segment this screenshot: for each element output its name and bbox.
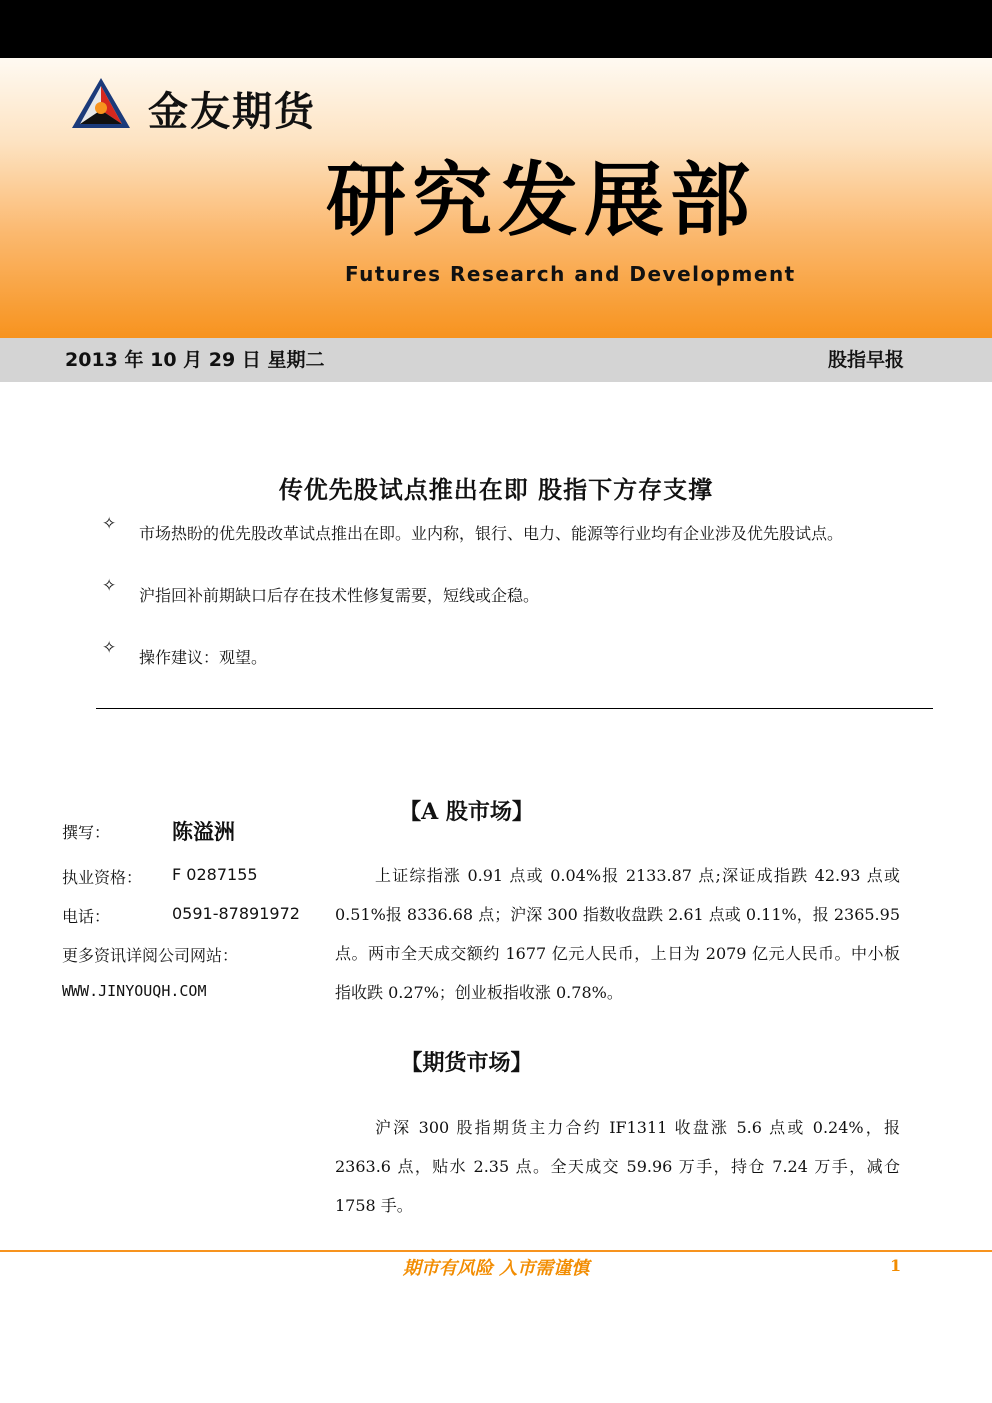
risk-slogan: 期市有风险 入市需谨慎 <box>402 1258 590 1279</box>
summary-divider <box>96 708 933 709</box>
futures-paragraph: 沪深 300 股指期货主力合约 IF1311 收盘涨 5.6 点或 0.24%，报 2363.6 点，贴水 2.35 点。全天成交 59.96 万手，持仓 7.24 万手，减仓 1758 手。 <box>335 1118 900 1215</box>
bullet-star-icon: ✧ <box>102 638 117 658</box>
a-share-paragraph: 上证综指涨 0.91 点或 0.04%报 2133.87 点;深证成指跌 42.93 点或 0.51%报 8336.68 点；沪深 300 指数收盘跌 2.61 点或 0.11%，报 2365.95 点。两市全天成交额约 1677 亿元人民币，上日为 2079 亿元人民币。中小板指收跌 0.27%；创业板指收涨 0.78%。 <box>335 866 900 1002</box>
website-link[interactable]: WWW.JINYOUQH.COM <box>62 982 207 1000</box>
author-label: 撰写： <box>62 823 111 842</box>
department-subtitle: Futures Research and Development <box>345 262 796 286</box>
author-name: 陈溢洲 <box>172 820 235 844</box>
phone-label: 电话： <box>62 907 111 926</box>
summary-bullet <box>96 511 933 556</box>
company-logo-icon <box>70 76 132 130</box>
futures-section-title: 【期货市场】 <box>400 1050 533 1076</box>
website-label-row <box>62 943 238 966</box>
website-label: 更多资讯详阅公司网站： <box>62 946 239 965</box>
company-name: 金友期货 <box>148 89 316 135</box>
a-share-section-title: 【A 股市场】 <box>399 799 534 825</box>
license-label: 执业资格： <box>62 868 143 887</box>
footer-divider <box>0 1250 992 1252</box>
author-row <box>62 820 235 844</box>
report-headline: 传优先股试点推出在即 股指下方存支撑 <box>278 475 714 504</box>
page-number: 1 <box>890 1256 902 1275</box>
bullet-star-icon: ✧ <box>102 514 117 534</box>
report-date: 2013 年 10 月 29 日 星期二 <box>65 349 325 371</box>
summary-bullets <box>96 514 933 706</box>
report-type: 股指早报 <box>827 349 904 371</box>
bullet-text: 沪指回补前期缺口后存在技术性修复需要，短线或企稳。 <box>139 586 540 605</box>
phone-row <box>62 904 300 927</box>
license-value: F 0287155 <box>172 865 258 884</box>
bullet-text: 市场热盼的优先股改革试点推出在即。业内称，银行、电力、能源等行业均有企业涉及优先股试点。 <box>139 524 844 543</box>
license-row <box>62 865 258 888</box>
bullet-text: 操作建议：观望。 <box>139 648 268 667</box>
department-title: 研究发展部 <box>326 153 756 247</box>
summary-bullet <box>96 635 933 680</box>
summary-bullet <box>96 573 933 618</box>
top-black-bar <box>0 0 992 58</box>
phone-value: 0591-87891972 <box>172 904 300 923</box>
bullet-star-icon: ✧ <box>102 576 117 596</box>
